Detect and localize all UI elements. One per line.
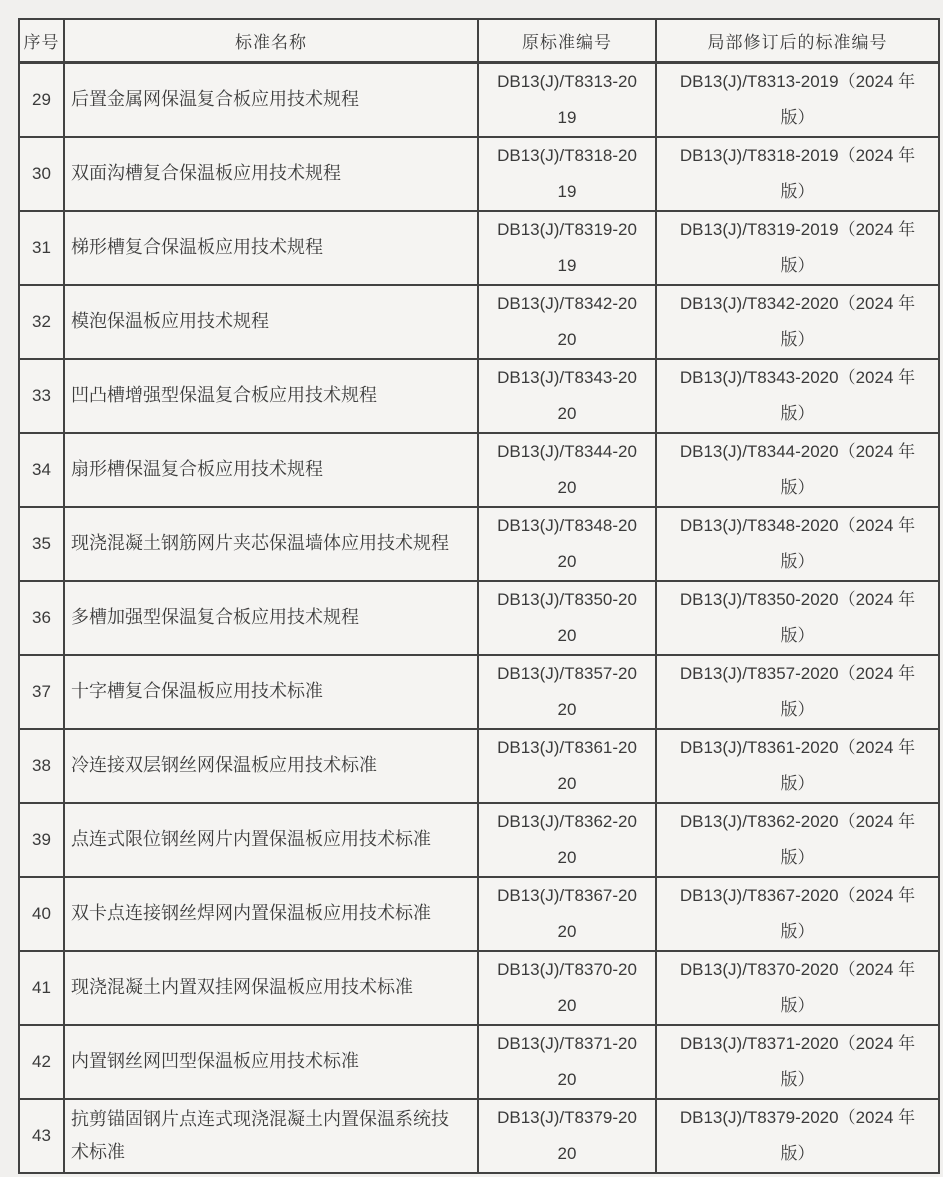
- cell-standard-name: 梯形槽复合保温板应用技术规程: [64, 211, 478, 285]
- original-number-text: 20: [557, 921, 577, 941]
- original-number-text: 20: [557, 551, 577, 571]
- original-number-text: 20: [557, 1143, 577, 1163]
- cell-standard-name: 内置钢丝网凹型保温板应用技术标准: [64, 1025, 478, 1099]
- table-row: [19, 655, 939, 729]
- revised-number-text: DB13(J)/T8379-2020（2024 年: [679, 1107, 916, 1127]
- revised-number-text: 版）: [780, 773, 815, 793]
- cell-standard-name: 点连式限位钢丝网片内置保温板应用技术标准: [64, 803, 478, 877]
- original-number-text: 19: [557, 107, 577, 127]
- original-number-text: DB13(J)/T8367-20: [497, 885, 637, 905]
- cell-revised-number: [656, 1099, 939, 1173]
- cell-serial-number: 42: [19, 1025, 64, 1099]
- revised-number-text: DB13(J)/T8361-2020（2024 年: [679, 737, 916, 757]
- cell-revised-number: [656, 433, 939, 507]
- cell-revised-number: [656, 877, 939, 951]
- cell-original-number: [478, 211, 656, 285]
- table-row: [19, 1099, 939, 1173]
- cell-standard-name: 抗剪锚固钢片点连式现浇混凝土内置保温系统技术标准: [64, 1099, 478, 1173]
- table-row: [19, 359, 939, 433]
- table-header: [19, 19, 939, 62]
- cell-serial-number: 37: [19, 655, 64, 729]
- standards-table: [18, 18, 940, 1174]
- cell-original-number: [478, 729, 656, 803]
- original-number-text: DB13(J)/T8348-20: [497, 515, 637, 535]
- table-row: [19, 951, 939, 1025]
- header-standard-name: 标准名称: [64, 19, 478, 62]
- original-number-text: DB13(J)/T8342-20: [497, 293, 637, 313]
- revised-number-text: DB13(J)/T8357-2020（2024 年: [679, 663, 916, 683]
- cell-standard-name: 后置金属网保温复合板应用技术规程: [64, 62, 478, 137]
- cell-original-number: [478, 507, 656, 581]
- cell-serial-number: 36: [19, 581, 64, 655]
- original-number-text: 20: [557, 699, 577, 719]
- table-row: [19, 285, 939, 359]
- original-number-text: DB13(J)/T8370-20: [497, 959, 637, 979]
- cell-original-number: [478, 1099, 656, 1173]
- cell-revised-number: [656, 62, 939, 137]
- revised-number-text: DB13(J)/T8343-2020（2024 年: [679, 367, 916, 387]
- table-row: [19, 729, 939, 803]
- revised-number-text: DB13(J)/T8367-2020（2024 年: [679, 885, 916, 905]
- revised-number-text: DB13(J)/T8342-2020（2024 年: [679, 293, 916, 313]
- revised-number-text: 版）: [780, 995, 815, 1015]
- cell-serial-number: 43: [19, 1099, 64, 1173]
- cell-standard-name: 多槽加强型保温复合板应用技术规程: [64, 581, 478, 655]
- table-row: [19, 433, 939, 507]
- cell-original-number: [478, 803, 656, 877]
- cell-original-number: [478, 433, 656, 507]
- cell-revised-number: [656, 1025, 939, 1099]
- original-number-text: 20: [557, 329, 577, 349]
- revised-number-text: 版）: [780, 551, 815, 571]
- cell-serial-number: 40: [19, 877, 64, 951]
- table-row: [19, 62, 939, 137]
- table-row: [19, 803, 939, 877]
- cell-original-number: [478, 62, 656, 137]
- cell-original-number: [478, 951, 656, 1025]
- cell-standard-name: 现浇混凝土内置双挂网保温板应用技术标准: [64, 951, 478, 1025]
- table-row: [19, 507, 939, 581]
- revised-number-text: DB13(J)/T8318-2019（2024 年: [679, 145, 916, 165]
- original-number-text: DB13(J)/T8362-20: [497, 811, 637, 831]
- cell-standard-name: 凹凸槽增强型保温复合板应用技术规程: [64, 359, 478, 433]
- original-number-text: 19: [557, 255, 577, 275]
- cell-revised-number: [656, 655, 939, 729]
- table-body: [19, 62, 939, 1173]
- cell-standard-name: 十字槽复合保温板应用技术标准: [64, 655, 478, 729]
- cell-serial-number: 38: [19, 729, 64, 803]
- revised-number-text: 版）: [780, 1143, 815, 1163]
- table-row: [19, 581, 939, 655]
- revised-number-text: 版）: [780, 477, 815, 497]
- revised-number-text: 版）: [780, 921, 815, 941]
- header-revised-number: 局部修订后的标准编号: [656, 19, 939, 62]
- cell-serial-number: 33: [19, 359, 64, 433]
- cell-serial-number: 30: [19, 137, 64, 211]
- original-number-text: DB13(J)/T8361-20: [497, 737, 637, 757]
- table-row: [19, 137, 939, 211]
- revised-number-text: DB13(J)/T8350-2020（2024 年: [679, 589, 916, 609]
- cell-revised-number: [656, 951, 939, 1025]
- cell-serial-number: 29: [19, 62, 64, 137]
- original-number-text: 20: [557, 403, 577, 423]
- cell-serial-number: 41: [19, 951, 64, 1025]
- cell-revised-number: [656, 211, 939, 285]
- original-number-text: DB13(J)/T8313-20: [497, 71, 637, 91]
- cell-standard-name: 双卡点连接钢丝焊网内置保温板应用技术标准: [64, 877, 478, 951]
- table-row: [19, 211, 939, 285]
- revised-number-text: 版）: [780, 847, 815, 867]
- revised-number-text: DB13(J)/T8348-2020（2024 年: [679, 515, 916, 535]
- header-serial-number: 序号: [19, 19, 64, 62]
- cell-standard-name: 模泡保温板应用技术规程: [64, 285, 478, 359]
- cell-standard-name: 冷连接双层钢丝网保温板应用技术标准: [64, 729, 478, 803]
- original-number-text: 20: [557, 477, 577, 497]
- cell-original-number: [478, 137, 656, 211]
- cell-revised-number: [656, 507, 939, 581]
- cell-standard-name: 现浇混凝土钢筋网片夹芯保温墙体应用技术规程: [64, 507, 478, 581]
- cell-original-number: [478, 285, 656, 359]
- cell-standard-name: 扇形槽保温复合板应用技术规程: [64, 433, 478, 507]
- original-number-text: DB13(J)/T8344-20: [497, 441, 637, 461]
- original-number-text: DB13(J)/T8371-20: [497, 1033, 637, 1053]
- cell-revised-number: [656, 729, 939, 803]
- cell-revised-number: [656, 359, 939, 433]
- original-number-text: 20: [557, 995, 577, 1015]
- cell-serial-number: 31: [19, 211, 64, 285]
- table-row: [19, 1025, 939, 1099]
- header-row: [19, 19, 939, 62]
- original-number-text: DB13(J)/T8357-20: [497, 663, 637, 683]
- cell-serial-number: 39: [19, 803, 64, 877]
- cell-original-number: [478, 877, 656, 951]
- revised-number-text: DB13(J)/T8362-2020（2024 年: [679, 811, 916, 831]
- revised-number-text: 版）: [780, 1069, 815, 1089]
- original-number-text: 19: [557, 181, 577, 201]
- revised-number-text: 版）: [780, 255, 815, 275]
- table-row: [19, 877, 939, 951]
- cell-original-number: [478, 359, 656, 433]
- cell-original-number: [478, 1025, 656, 1099]
- revised-number-text: DB13(J)/T8319-2019（2024 年: [679, 219, 916, 239]
- original-number-text: 20: [557, 625, 577, 645]
- original-number-text: 20: [557, 847, 577, 867]
- original-number-text: 20: [557, 773, 577, 793]
- revised-number-text: 版）: [780, 181, 815, 201]
- revised-number-text: 版）: [780, 403, 815, 423]
- original-number-text: DB13(J)/T8350-20: [497, 589, 637, 609]
- cell-standard-name: 双面沟槽复合保温板应用技术规程: [64, 137, 478, 211]
- original-number-text: DB13(J)/T8379-20: [497, 1107, 637, 1127]
- header-original-number: 原标准编号: [478, 19, 656, 62]
- cell-revised-number: [656, 803, 939, 877]
- original-number-text: 20: [557, 1069, 577, 1089]
- original-number-text: DB13(J)/T8343-20: [497, 367, 637, 387]
- revised-number-text: 版）: [780, 625, 815, 645]
- cell-revised-number: [656, 285, 939, 359]
- cell-serial-number: 32: [19, 285, 64, 359]
- revised-number-text: DB13(J)/T8370-2020（2024 年: [679, 959, 916, 979]
- revised-number-text: DB13(J)/T8344-2020（2024 年: [679, 441, 916, 461]
- original-number-text: DB13(J)/T8318-20: [497, 145, 637, 165]
- revised-number-text: 版）: [780, 329, 815, 349]
- cell-original-number: [478, 581, 656, 655]
- cell-serial-number: 34: [19, 433, 64, 507]
- revised-number-text: 版）: [780, 699, 815, 719]
- cell-revised-number: [656, 137, 939, 211]
- cell-serial-number: 35: [19, 507, 64, 581]
- original-number-text: DB13(J)/T8319-20: [497, 219, 637, 239]
- revised-number-text: 版）: [780, 107, 815, 127]
- revised-number-text: DB13(J)/T8371-2020（2024 年: [679, 1033, 916, 1053]
- cell-original-number: [478, 655, 656, 729]
- cell-revised-number: [656, 581, 939, 655]
- revised-number-text: DB13(J)/T8313-2019（2024 年: [679, 71, 916, 91]
